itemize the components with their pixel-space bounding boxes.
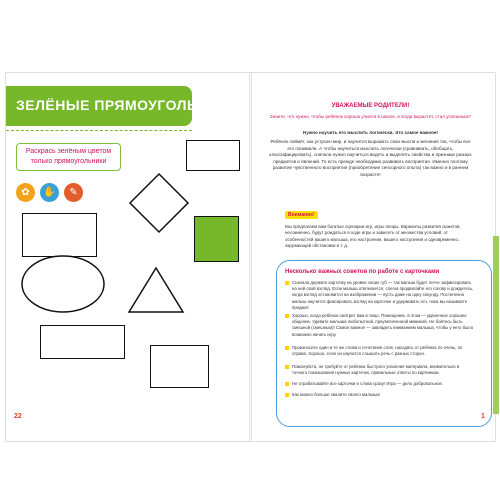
bullet-icon [285,281,289,285]
tip-text: Произносите один и те же слова и сочетания слов, находясь от ребёнка по очень, по справа. Хорошо, если он научится слышать речь с разных сторон. [292,345,463,357]
rectangle-bottom-left [40,325,125,359]
tip-text: Не отрабатывайте все карточки и слова сразу! Игра — дело добровольное. [292,381,444,386]
bullet-icon [285,365,289,369]
bullet-icon [285,346,289,350]
divider [6,130,192,131]
triangle-shape [127,266,185,314]
tip-item [285,313,475,338]
tip-item [285,345,475,357]
rectangle-left [22,213,97,257]
tip-text: Сначала держите карточку на уровне своих губ — так малыш будет легче зафиксировать на ней свой взгляд. Если малыш отвлекается, слегка продвигайте его голову и дождитесь, когда взгляд остановится на изображении — пусть даже на одну секунду. Постепенно малыш научится фиксировать взгляд на карточке и удерживать его, пока вы называете предмет. [292,280,474,310]
ellipse-shape [20,254,106,314]
tip-text: Как можно больше хвалите своего малыша! [292,392,380,397]
tip-item [285,392,475,398]
attention-text: Мы предлагаем вам богатые сценарии игр, игры-опоры. Варианты развития сюжетов, несомненно, будут рождаться в ходе игры и зависеть от множества условий: от особенностей вашего малыша, его настроения, вашего настроения и одновременно, окружающей обстановки и т. д. [285,224,461,249]
parents-heading: УВАЖАЕМЫЕ РОДИТЕЛИ! [331,103,410,109]
tips-title: Несколько важных советов по работе с карточками [285,269,440,275]
pencil-icon: ✎ [64,183,83,202]
tip-text: Хорошо, когда ребёнок смотрит вам в лицо. Помещение, в этом — удвоенное хорошее общение. Удивите малыша любопытной, преувеличенной мимикой. Не бойтесь быть смешной (смешным)! Самое важное — завладеть вниманием малыша, чтобы у него было возможно начать игру. [292,313,474,337]
attention-badge: Внимание! [285,211,318,219]
book-spine [249,73,252,441]
tip-item [285,280,475,311]
rectangle-bottom-right [150,345,209,388]
tip-item [285,381,475,387]
bullet-icon [285,382,289,386]
page-title: ЗЕЛЁНЫЕ ПРЯМОУГОЛЬНИКИ [16,97,239,113]
bullet-icon [285,393,289,397]
intro-paragraph: Ребёнок поймёт, как устроен мир, и научится выражать свои мысли и желания так, чтобы все его понимали. А чтобы научиться мыслить логически (сравнивать, обобщать, классифицировать), сначала нужно научиться видеть и выделять свойства и признаки разных предметов и явлений. То есть прежде необходимо развивать восприятие. Именно поэтому развитие чувственного восприятия (приобретение сенсорного опыта) так важно и в раннем возрасте! [269,139,472,177]
question-text: Знаете, что нужно, чтобы ребёнок хорошо учился в школе, а когда вырастет, стал успешным? [269,114,472,119]
hand-icon: ✋ [40,183,59,202]
bullet-icon [285,314,289,318]
page-number-left: 22 [14,413,22,420]
instruction-text: Раскрась зелёным цветом только прямоугольники [25,148,112,165]
square-green [194,216,239,262]
diamond-shape [128,172,190,234]
rectangle-top [186,140,240,171]
tip-text: Пожалуйста, не требуйте от ребёнка быстрого усвоения материала, внимательно и точного показывания нужных карточек, правильные ответы по картинкам. [292,364,460,376]
tip-item [285,364,475,376]
page-number-right: 1 [481,413,485,420]
palette-icon: ✿ [16,183,35,202]
page-edge-accent [493,236,499,414]
instruction-box [16,143,121,171]
answer-text: Нужно научить его мыслить логически. Это самое важное! [303,130,438,135]
